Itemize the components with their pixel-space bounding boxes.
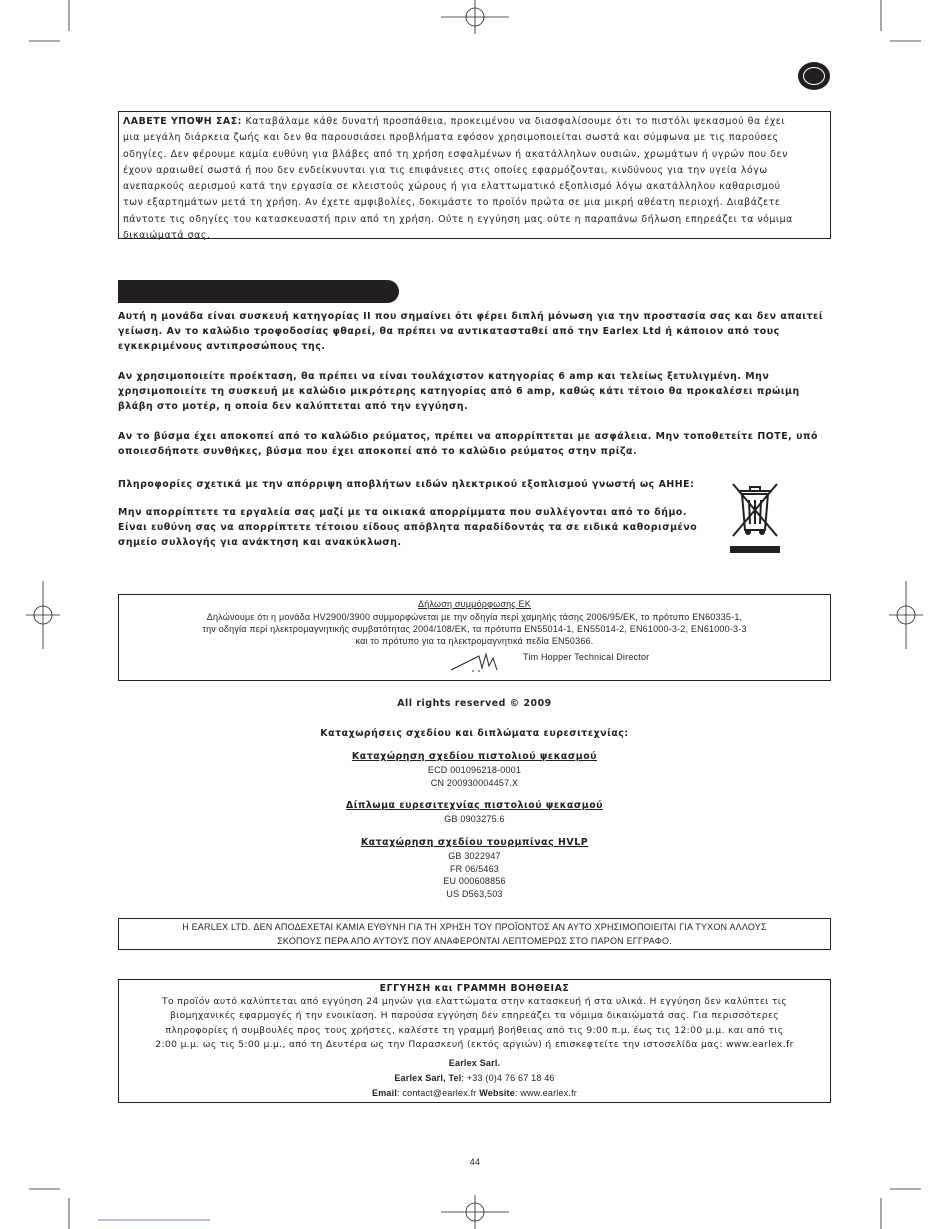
signature-icon bbox=[449, 650, 511, 674]
rights-reserved: All rights reserved © 2009 bbox=[397, 698, 552, 709]
language-badge-icon bbox=[798, 62, 830, 90]
warranty-contact bbox=[119, 1056, 830, 1101]
notice-line: δικαιώματά σας. bbox=[123, 230, 211, 242]
notice-line: των εξαρτημάτων μετά τη χρήση. Αν έχετε αμφιβολίες, δοκιμάστε το προϊόν πρώτα σε μια μικρή αθέατη περιοχή. Διαβάζετε bbox=[123, 197, 781, 209]
registration-group bbox=[118, 836, 831, 900]
registration-group bbox=[118, 799, 831, 826]
notice-label: ΛΑΒΕΤΕ ΥΠΟΨΗ ΣΑΣ: bbox=[123, 116, 242, 127]
crossed-out-wheelie-bin-icon bbox=[728, 480, 782, 556]
declaration-body: Δηλώνουμε ότι η μονάδα HV2900/3900 συμμορφώνεται με την οδηγία περί χαμηλής τάσης 2006/95/ΕΚ, το πρότυπο EN60335-1, την οδηγία περί ηλεκτρομαγνητικής συμβατότητας 2004/108/ΕΚ, τα πρότυπα EN55014-1, EN55014-2, EN61000-3-2, EN61000-3-3 και το πρότυπο για τα ηλεκτρομαγνητικά πεδία EN50366. bbox=[202, 612, 747, 646]
registration-group bbox=[118, 750, 831, 789]
registration-number: EU 000608856 bbox=[443, 876, 506, 886]
page-number: 44 bbox=[469, 1157, 481, 1167]
notice-box bbox=[118, 111, 831, 242]
extension-cord-paragraph: Αν χρησιμοποιείτε προέκταση, θα πρέπει να είναι τουλάχιστον κατηγορίας 6 amp και τελείως ξετυλιγμένη. Μην χρησιμοποιείτε τη συσκευή με καλώδιο μικρότερης κατηγορίας από 6 amp, καθώς κάτι τέτοιο θα προκαλέσει πρώιμη βλάβη στο μοτέρ, η οποία δεν καλύπτεται από την εγγύηση. bbox=[118, 371, 800, 412]
ec-declaration-box bbox=[118, 594, 831, 681]
notice-line: έχουν αραιωθεί σωστά ή που δεν ενδείκνυνται για τις επιφάνειες στις οποίες εφαρμόζονται, κινδύνους για την υγεία λόγω bbox=[123, 164, 768, 176]
registration-number: US D563,503 bbox=[446, 888, 503, 899]
company-name: Earlex Sarl. bbox=[448, 1058, 501, 1068]
registration-group-title: Δίπλωμα ευρεσιτεχνίας πιστολιού ψεκασμού bbox=[345, 800, 604, 811]
registrations-heading: Καταχωρήσεις σχεδίου και διπλώματα ευρεσιτεχνίας: bbox=[320, 728, 629, 739]
email-website-line: Email: contact@earlex.fr Website: www.earlex.fr bbox=[372, 1088, 577, 1098]
weee-text: Μην απορρίπτετε τα εργαλεία σας μαζί με τα οικιακά απορρίμματα που συλλέγονται από το δήμο. Είναι ευθύνη σας να απορρίπτετε τέτοιου είδους απόβλητα παραδίδοντάς τα σε ειδικά καθορισμένο σημείο συλλογής για ανάκτηση και ανακύκλωση. bbox=[118, 507, 698, 548]
website-link[interactable]: : www.earlex.fr bbox=[514, 1088, 577, 1098]
plug-disposal-paragraph: Αν το βύσμα έχει αποκοπεί από το καλώδιο ρεύματος, πρέπει να απορρίπτεται με ασφάλεια. Μην τοποθετείτε ΠΟΤΕ, υπό οποιεσδήποτε συνθήκες, βύσμα που έχει αποκοπεί από το καλώδιο ρεύματος στην πρίζα. bbox=[118, 431, 818, 457]
registration-number: GB 3022947 bbox=[448, 851, 501, 861]
liability-disclaimer-box bbox=[118, 918, 831, 950]
registration-number: CN 200930004457.X bbox=[430, 777, 519, 788]
registration-number: GB 0903275.6 bbox=[444, 814, 505, 824]
registration-group-title: Καταχώρηση σχεδίου τουρμπίνας HVLP bbox=[360, 837, 589, 848]
notice-line: μια μεγάλη διάρκεια ζωής και δεν θα παρουσιάσει προβλήματα εφόσον χρησιμοποιείται σωστά και σύμφωνα με τις παρούσες bbox=[123, 132, 779, 144]
registration-number: ECD 001096218-0001 bbox=[427, 765, 522, 775]
weee-heading: Πληροφορίες σχετικά με την απόρριψη αποβλήτων ειδών ηλεκτρικού εξοπλισμού γνωστή ως ΑΗΗΕ: bbox=[118, 479, 695, 490]
declaration-title: Δήλωση συμμόρφωσης ΕΚ bbox=[418, 599, 531, 609]
registration-number: FR 06/5463 bbox=[449, 863, 500, 874]
notice-line: οδηγίες. Δεν φέρουμε καμία ευθύνη για βλάβες από τη χρήση εσφαλμένων ή ακατάλληλων ουσιών, χρωμάτων ή υγρών που δεν bbox=[123, 148, 788, 160]
registration-group-title: Καταχώρηση σχεδίου πιστολιού ψεκασμού bbox=[351, 751, 598, 762]
class-ii-paragraph: Αυτή η μονάδα είναι συσκευή κατηγορίας II που σημαίνει ότι φέρει διπλή μόνωση για την προστασία σας και δεν απαιτεί γείωση. Αν το καλώδιο τροφοδοσίας φθαρεί, θα πρέπει να αντικατασταθεί από την Earlex Ltd ή κάποιον από τους εγκεκριμένους αντιπροσώπους της. bbox=[118, 311, 824, 352]
disclaimer-line: ΣΚΟΠΟΥΣ ΠΕΡΑ ΑΠΟ ΑΥΤΟΥΣ ΠΟΥ ΑΝΑΦΕΡΟΝΤΑΙ ΛΕΠΤΟΜΕΡΩΣ ΣΤΟ ΠΑΡΟΝ ΕΓΓΡΑΦΟ. bbox=[277, 935, 672, 946]
disclaimer-line: Η EARLEX LTD. ΔΕΝ ΑΠΟΔΕΧΕΤΑΙ ΚΑΜΙΑ ΕΥΘΥΝΗ ΓΙΑ ΤΗ ΧΡΗΣΗ ΤΟΥ ΠΡΟΪΟΝΤΟΣ ΑΝ ΑΥΤΟ ΧΡΗΣΙΜΟΠΟΙΕΙΤΑΙ ΓΙΑ ΤΥΧΟΝ ΑΛΛΟΥΣ bbox=[182, 922, 767, 932]
section-header-bar bbox=[118, 280, 399, 303]
electrical-safety-text bbox=[118, 309, 838, 459]
email-link[interactable]: : contact@earlex.fr bbox=[397, 1088, 480, 1098]
warranty-body: Το προϊόν αυτό καλύπτεται από εγγύηση 24 μηνών για ελαττώματα στην κατασκευή ή στα υλικά. Η εγγύηση δεν καλύπτει τις βιομηχανικές εφαρμογές ή την ενοικίαση. Η παρούσα εγγύηση δεν επηρεάζει τα νόμιμα δικαιώματά σας. Για περισσότερες πληροφορίες ή συμβουλές προς τους χρήστες, καλέστε τη γραμμή βοήθειας από τις 9:00 π.μ. έως τις 12:00 μ.μ. και από τις 2:00 μ.μ. ως τις 5:00 μ.μ., από τη Δευτέρα ως την Παρασκευή (εκτός αργιών) ή επισκεφτείτε την ιστοσελίδα μας: www.earlex.fr bbox=[155, 996, 794, 1050]
signatory: Tim Hopper Technical Director bbox=[523, 652, 650, 662]
warranty-box bbox=[118, 979, 831, 1103]
telephone-line: Earlex Sarl, Tel: +33 (0)4 76 67 18 46 bbox=[394, 1073, 555, 1083]
notice-line: ΛΑΒΕΤΕ ΥΠΟΨΗ ΣΑΣ: Καταβάλαμε κάθε δυνατή προσπάθεια, προκειμένου να διασφαλίσουμε ότι το πιστόλι ψεκασμού θα έχει bbox=[123, 116, 786, 127]
warranty-title: ΕΓΓΥΗΣΗ και ΓΡΑΜΜΗ ΒΟΗΘΕΙΑΣ bbox=[379, 983, 570, 994]
notice-line: ανεπαρκούς αερισμού κατά την εργασία σε κλειστούς χώρους ή για ελαττωματικό εξοπλισμό λόγω ακατάλληλου καθαρισμού bbox=[123, 181, 781, 193]
notice-line: πάντοτε τις οδηγίες του κατασκευαστή πριν από τη χρήση. Ούτε η εγγύηση μας ούτε η παραπάνω δήλωση επηρεάζει τα νόμιμα bbox=[123, 213, 793, 225]
